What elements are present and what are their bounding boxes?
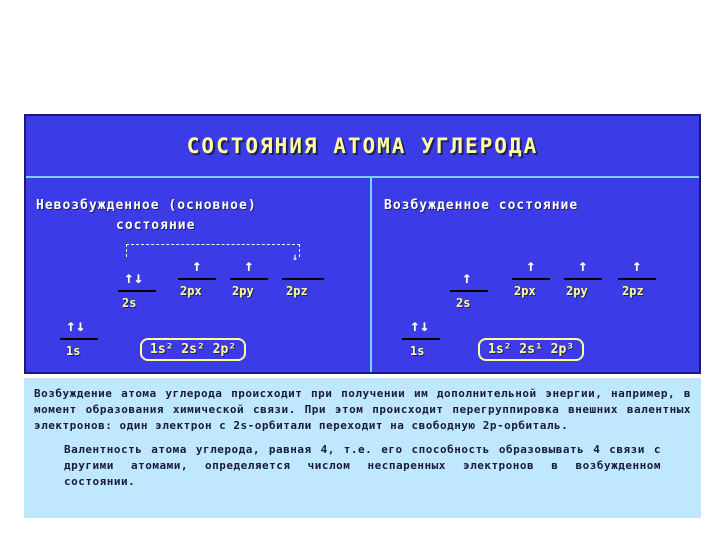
left-2s-label: 2s (122, 296, 137, 310)
left-2py-label: 2py (232, 284, 254, 298)
excited-state-section (372, 178, 716, 372)
left-2px-arrow: ↑ (192, 256, 202, 275)
right-1s-label: 1s (410, 344, 425, 358)
transfer-arrow-icon: ↓ (292, 252, 299, 263)
explanation-paragraph-2: Валентность атома углерода, равная 4, т.е. его способность образовывать 4 связи с другими атомами, определяется числом неспаренных электронов в возбужденном состоянии. (64, 443, 661, 488)
title-bar (26, 116, 699, 178)
right-1s-orbital (402, 338, 440, 340)
left-2s-arrows: ↑↓ (124, 268, 144, 287)
explanation-box (24, 378, 701, 518)
page-title: СОСТОЯНИЯ АТОМА УГЛЕРОДА (186, 134, 539, 158)
left-2px-label: 2px (180, 284, 202, 298)
right-2py-arrow: ↑ (578, 256, 588, 275)
right-2s-arrow: ↑ (462, 268, 472, 287)
right-2s-orbital (450, 290, 488, 292)
right-2py-orbital (564, 278, 602, 280)
right-2pz-label: 2pz (622, 284, 644, 298)
left-1s-orbital (60, 338, 98, 340)
left-2px-orbital (178, 278, 216, 280)
excited-configuration: 1s² 2s¹ 2p³ (478, 338, 584, 361)
right-2px-arrow: ↑ (526, 256, 536, 275)
right-2px-label: 2px (514, 284, 536, 298)
electron-transfer-dashed-line (126, 244, 300, 257)
right-2pz-arrow: ↑ (632, 256, 642, 275)
left-2py-arrow: ↑ (244, 256, 254, 275)
main-panel (24, 114, 701, 374)
ground-state-section (26, 178, 370, 372)
ground-state-heading: Невозбужденное (основное) (36, 198, 257, 213)
left-2pz-orbital (282, 278, 324, 280)
excited-state-heading: Возбужденное состояние (384, 198, 579, 213)
right-2s-label: 2s (456, 296, 471, 310)
left-1s-label: 1s (66, 344, 81, 358)
left-2py-orbital (230, 278, 268, 280)
right-2pz-orbital (618, 278, 656, 280)
ground-state-heading-2: состояние (116, 218, 196, 233)
ground-configuration: 1s² 2s² 2p² (140, 338, 246, 361)
right-1s-arrows: ↑↓ (410, 316, 430, 335)
left-2pz-label: 2pz (286, 284, 308, 298)
explanation-paragraph-1: Возбуждение атома углерода происходит при получении им дополнительной энергии, например, в момент образования химической связи. При этом происходит перегруппировка внешних валентных электронов: один электрон с 2s-орбитали переходит на свободную 2p-орбиталь. (34, 387, 691, 432)
right-2px-orbital (512, 278, 550, 280)
right-2py-label: 2py (566, 284, 588, 298)
left-2s-orbital (118, 290, 156, 292)
left-1s-arrows: ↑↓ (66, 316, 86, 335)
